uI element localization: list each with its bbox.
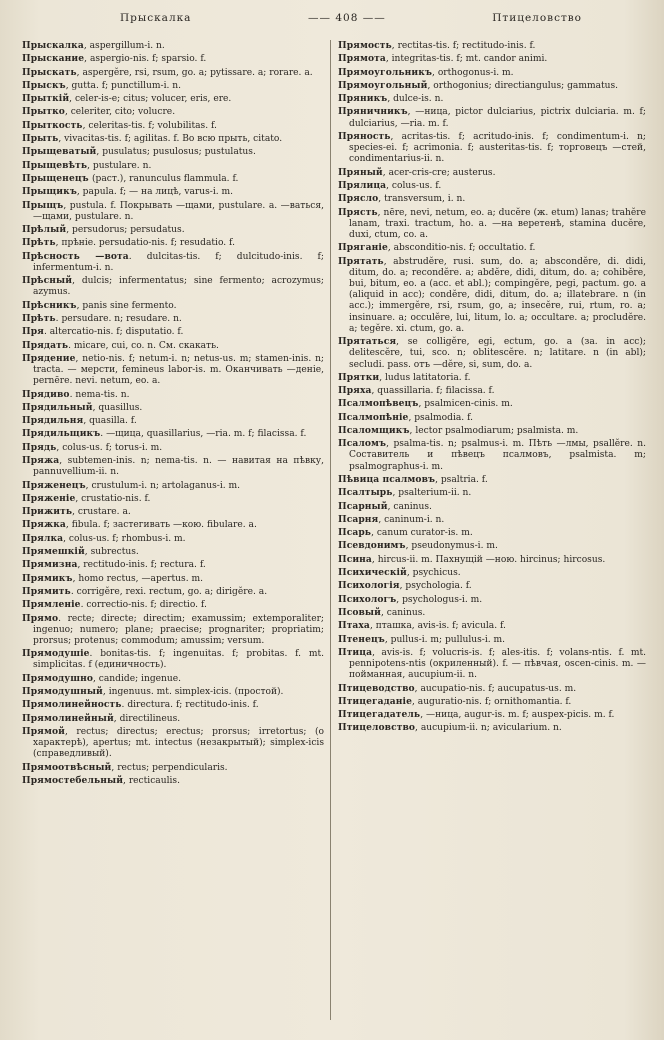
column-divider (330, 40, 331, 1020)
dictionary-entry: Прыскалка, aspergillum-i. n. (22, 40, 165, 51)
dictionary-entry: Пряженіе, crustatio-nis. f. (22, 492, 151, 504)
dictionary-entry: Прямикъ, homo rectus, —apertus. m. (22, 572, 203, 584)
dictionary-entry: Прямолинейность. directura. f; rectitudo-inis. f. (22, 699, 259, 711)
dictionary-entry: Психологъ, psychologus-i. m. (338, 593, 483, 605)
dictionary-entry: Птицегаданіе, auguratio-nis. f; ornithomantia. f. (338, 695, 572, 707)
dictionary-entry: Прѣсность —вота. dulcitas-tis. f; dulcitudo-inis. f; infermentum-i. n. (22, 250, 324, 273)
dictionary-entry: Пря. altercatio-nis. f; disputatio. f. (22, 326, 184, 338)
dictionary-entry: Прѣть, прѣніе. persudatio-nis. f; resudatio. f. (22, 237, 235, 249)
dictionary-entry: Прыщенецъ (раст.), ranunculus flammula. f. (22, 172, 239, 184)
dictionary-entry: Птицеловство, aucupium-ii. n; avicularium. n. (338, 722, 562, 734)
dictionary-entry: Псевдонимъ, pseudonymus-i. m. (338, 540, 498, 552)
dictionary-entry: Прыскание, aspergio-nis. f; sparsio. f. (22, 53, 207, 65)
dictionary-entry: Пряность, acritas-tis. f; acritudo-inis. f; condimentum-i. n; species-ei. f; acrimonia. f; austeritas-tis. f; торговецъ —стей, condimentarius-ii. n. (338, 130, 646, 165)
dictionary-entry: Птенецъ, pullus-i. m; pullulus-i. m. (338, 633, 506, 645)
dictionary-entry: Прямостебельный, recticaulis. (22, 774, 180, 786)
dictionary-entry: Пряха, quassillaria. f; filacissa. f. (338, 385, 495, 397)
dictionary-entry: Прясло, transversum, i. n. (338, 193, 466, 205)
dictionary-entry: Прялка, colus-us. f; rhombus-i. m. (22, 532, 186, 544)
dictionary-entry: Псалмопѣвецъ, psalmicen-cinis. m. (338, 398, 513, 410)
dictionary-entry: Прытко, celeriter, cito; volucre. (22, 106, 176, 118)
dictionary-entry: Птицегадатель, —ница, augur-is. m. f; auspex-picis. m. f. (338, 709, 615, 721)
dictionary-entry: Прямость, rectitas-tis. f; rectitudo-inis. f. (338, 40, 536, 51)
right-column (338, 40, 646, 1026)
dictionary-entry: Прыткій, celer-is-e; citus; volucer, eris, ere. (22, 93, 232, 105)
dictionary-entry: Прыскать, aspergĕre, rsi, rsum, go. a; pytissare. a; rorare. a. (22, 66, 313, 78)
dictionary-entry: Прядь, colus-us. f; torus-i. m. (22, 441, 163, 453)
dictionary-entry: Прядение, netio-nis. f; netum-i. n; netus-us. m; stamen-inis. n; tracta. — мерсти, femineus labor-is. m. Оканчивать —деніе, pernēre. nevi. netum, eo. a. (22, 352, 324, 387)
dictionary-entry: Психологія, psychologia. f. (338, 580, 472, 592)
dictionary-entry: Прямо. recte; directe; directim; examussim; extemporaliter; ingenuo; numero; plane; praecise; prognariter; propriatim; prorsus; protenus; commodum; amussim; versum. (22, 612, 324, 646)
dictionary-entry: Прямой, rectus; directus; erectus; prorsus; irretortus; (о характерѣ), apertus; mt. intectus (незакрытый); simplex-icis (справедливый). (22, 725, 324, 760)
dictionary-entry: Прыщъ, pustula. f. Покрывать —щами, pustulare. a. —ваться, —щами, pustulare. n. (22, 199, 324, 222)
dictionary-entry: Прямешкій, subrectus. (22, 546, 139, 558)
dictionary-entry: Прядильня, quasilla. f. (22, 415, 137, 427)
dictionary-entry: Пряникъ, dulce-is. n. (338, 93, 444, 105)
dictionary-entry: Псарный, caninus. (338, 500, 432, 512)
dictionary-entry: Прямолинейный, directilineus. (22, 712, 181, 724)
dictionary-entry: Птица, avis-is. f; volucris-is. f; ales-itis. f; volans-ntis. f. mt. pennipotens-ntis (окриленный). f. — пѣвчая, oscen-cinis. m. — пойманная, aucupium-ii. n. (338, 646, 646, 681)
dictionary-entry: Псаломщикъ, lector psalmodiarum; psalmista. m. (338, 424, 579, 436)
dictionary-entry: Пряжа, subtemen-inis. n; nema-tis. n. — навитая на пѣвку, pannuvellium-ii. n. (22, 455, 324, 478)
dictionary-entry: Прямить. corrigĕre, rexi. rectum, go. a; dirigĕre. a. (22, 585, 268, 597)
dictionary-entry: Прядильный, quasillus. (22, 401, 143, 413)
dictionary-entry: Прямоугольникъ, orthogonus-i. m. (338, 66, 514, 78)
dictionary-entry: Пряганіе, absconditio-nis. f; occultatio. f. (338, 242, 536, 254)
dictionary-entry: Прялица, colus-us. f. (338, 179, 442, 191)
dictionary-entry: Прямота, integritas-tis. f; mt. candor animi. (338, 53, 548, 65)
dictionary-entry: Прямленіе. correctio-nis. f; directio. f. (22, 599, 207, 611)
header-left-word: Прыскалка (120, 12, 192, 24)
dictionary-entry: Прядильщикъ. —щица, quasillarius, —ria. m. f; filacissa. f. (22, 428, 307, 440)
dictionary-entry: Псалмопѣніе, psalmodia. f. (338, 411, 474, 423)
dictionary-entry: Птаха, пташка, avis-is. f; avicula. f. (338, 620, 506, 632)
dictionary-entry: Прѣть. persudare. n; resudare. n. (22, 312, 182, 324)
dictionary-entry: Прятки, ludus latitatoria. f. (338, 371, 471, 383)
dictionary-entry: Пѣвица псалмовъ, psaltria. f. (338, 473, 488, 485)
dictionary-entry: Прямоотвѣсный, rectus; perpendicularis. (22, 761, 228, 773)
dictionary-entry: Прѣлый, persudorus; persudatus. (22, 224, 185, 236)
dictionary-entry: Прядать. micare, cui, co. n. См. скакать. (22, 339, 219, 351)
dictionary-entry: Псовый, caninus. (338, 606, 426, 618)
dictionary-entry: Прятаться, se colligĕre, egi, ectum, go. a (за. in acc); delitescĕre, tui, sco. n; oblitescĕre. n; latitare. n (in abl); secludi. pass. отъ —dĕre, si, sum, do. a. (338, 336, 646, 370)
dictionary-entry: Прѣсникъ, panis sine fermento. (22, 299, 177, 311)
dictionary-entry: Пряжка, fibula. f; застегивать —кою. fibulare. a. (22, 519, 257, 531)
dictionary-entry: Псаломъ, psalma-tis. n; psalmus-i. m. Пѣть —лмы, psallĕre. n. Составитель и пѣвецъ псалмовъ, psalmista. m; psalmographus-i. m. (338, 438, 646, 472)
dictionary-entry: Пряный, acer-cris-cre; austerus. (338, 166, 496, 178)
dictionary-entry: Прясть, nēre, nevi, netum, eo. a; ducĕre (ж. etum) lanas; trahĕre lanam, traxi. tractum, ho. a. —на веретенѣ, stamina ducĕre, duxi, ctum, co. a. (338, 206, 646, 240)
dictionary-entry: Прямизна, rectitudo-inis. f; rectura. f. (22, 559, 206, 571)
dictionary-entry: Псалтырь, psalterium-ii. n. (338, 487, 472, 499)
dictionary-entry: Прятать, abstrudĕre, rusi. sum, do. a; abscondĕre, di. didi, ditum, do. a; recondĕre. a; abdĕre, didi, ditum, do. a; cohibĕre, bui, bitum, eo. a (acc. et abl.); compingĕre, pegi, pactum. go. a (aliquid in acc); condĕre, didi, ditum, do. a; illatebrare. n (in acc.); immergĕre, rsi, rsum, go, a; insecĕre, rui, rtum, ro. a; insinuare. a; occulĕre, lui, litum, lo. a; occultare. a; procludĕre. a; tegĕre. xi. ctum, go. a. (338, 255, 646, 334)
dictionary-entry: Птицеводство, aucupatio-nis. f; aucupatus-us. m. (338, 682, 577, 694)
dictionary-entry: Псарня, caninum-i. n. (338, 513, 445, 525)
dictionary-entry: Прямодушно, candide; ingenue. (22, 672, 182, 684)
left-column (22, 40, 324, 1026)
dictionary-entry: Прыщевѣть, pustulare. n. (22, 159, 152, 171)
page-number: —— 408 —— (308, 12, 386, 24)
dictionary-entry: Прыщеватый, pusulatus; pusulosus; pustulatus. (22, 146, 256, 158)
dictionary-entry: Пряничникъ, —ница, pictor dulciarius, pictrix dulciaria. m. f; dulciarius, —ria. m. f. (338, 106, 646, 129)
dictionary-entry: Прѣсный, dulcis; infermentatus; sine fermento; acrozymus; azymus. (22, 275, 324, 298)
dictionary-entry: Пряженецъ, crustulum-i. n; artolaganus-i. m. (22, 479, 241, 491)
dictionary-entry: Психическій, psychicus. (338, 567, 461, 579)
dictionary-entry: Прядиво. nema-tis. n. (22, 388, 130, 400)
dictionary-entry: Прижить, crustare. a. (22, 506, 131, 518)
dictionary-entry: Прямоугольный, orthogonius; directiangulus; gammatus. (338, 79, 619, 91)
running-head (22, 12, 642, 30)
dictionary-entry: Прыскъ, gutta. f; punctillum-i. n. (22, 79, 182, 91)
dictionary-entry: Прыть, vivacitas-tis. f; agilitas. f. Во всю прыть, citato. (22, 133, 283, 145)
dictionary-entry: Прыщикъ, papula. f; — на лицѣ, varus-i. m. (22, 186, 234, 198)
dictionary-entry: Прямодушіе. bonitas-tis. f; ingenuitas. f; probitas. f. mt. simplicitas. f (единичность). (22, 648, 324, 671)
dictionary-entry: Прыткость, celeritas-tis. f; volubilitas. f. (22, 119, 217, 131)
header-right-word: Птицеловство (492, 12, 582, 24)
dictionary-entry: Псина, hircus-ii. m. Пахнущій —ною. hircinus; hircosus. (338, 553, 606, 565)
dictionary-entry: Псарь, canum curator-is. m. (338, 527, 473, 539)
dictionary-entry: Прямодушный, ingenuus. mt. simplex-icis. (простой). (22, 686, 284, 697)
